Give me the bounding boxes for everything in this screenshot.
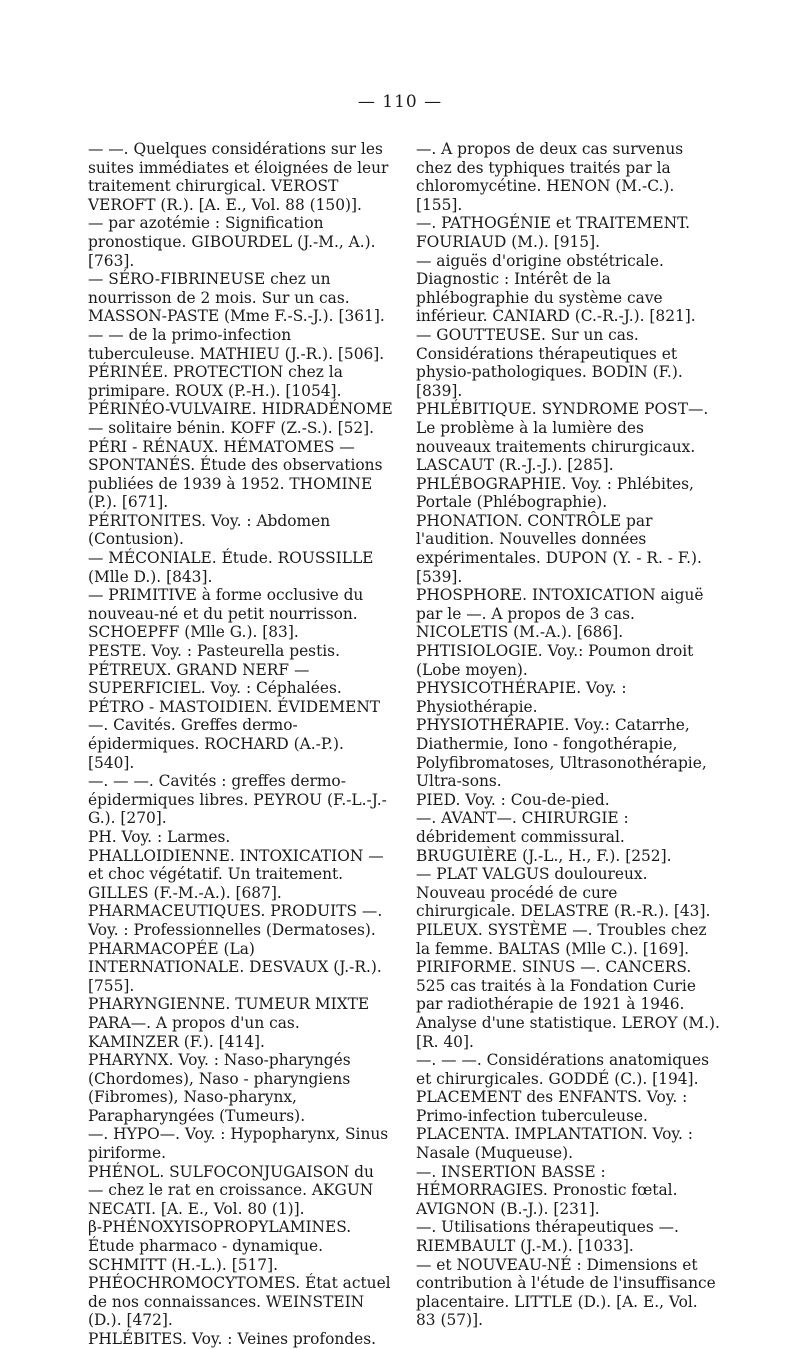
index-entry: PHÉNOL. SULFOCONJUGAISON du — chez le rat en croissance. AKGUN NECATI. [A. E., Vol. 80 (1)]. [88, 1162, 374, 1218]
index-entry: PÉRINÉE. PROTECTION chez la primipare. ROUX (P.-H.). [1054]. [88, 363, 343, 400]
index-entry: — et NOUVEAU-NÉ : Dimensions et contribution à l'étude de l'insuffisance placentaire. LITTLE (D.). [A. E., Vol. 83 (57)]. [416, 1255, 716, 1330]
index-entry: — —. Quelques considérations sur les suites immédiates et éloignées de leur traitement chirurgical. VEROST VEROFT (R.). [A. E., Vol. 88 (150)]. [88, 140, 389, 214]
index-entry: PÉTREUX. GRAND NERF — SUPERFICIEL. Voy. : Céphalées. [88, 660, 342, 698]
index-entry: PÉRITONITES. Voy. : Abdomen (Contusion). [88, 511, 331, 549]
left-column [88, 140, 393, 1349]
index-entry: —. — —. Considérations anatomiques et chirurgicales. GODDÉ (C.). [194]. [416, 1051, 709, 1088]
index-entry: — GOUTTEUSE. Sur un cas. Considérations thérapeutiques et physio-pathologiques. BODIN (F.). [839]. [416, 325, 683, 400]
index-entry: PIED. Voy. : Cou-de-pied. [416, 790, 610, 809]
right-column [416, 140, 721, 1330]
index-entry: PÉRINÉO-VULVAIRE. HIDRADÉNOME — solitaire bénin. KOFF (Z.-S.). [52]. [88, 400, 393, 437]
index-entry: —. INSERTION BASSE : HÉMORRAGIES. Pronostic fœtal. AVIGNON (B.-J.). [231]. [416, 1162, 678, 1218]
index-entry: PÉRI - RÉNAUX. HÉMATOMES — SPONTANÉS. Étude des observations publiées de 1939 à 1952. THOMINE (P.). [671]. [88, 437, 383, 512]
index-entry: PHLÉBOGRAPHIE. Voy. : Phlébites, Portale (Phlébographie). [416, 474, 694, 512]
index-entry: PHARMACOPÉE (La) INTERNATIONALE. DESVAUX (J.-R.).[755]. [88, 939, 382, 995]
index-entry: PLACENTA. IMPLANTATION. Voy. : Nasale (Muqueuse). [416, 1125, 693, 1163]
index-entry: —. Utilisations thérapeutiques —. RIEMBAULT (J.-M.). [1033]. [416, 1218, 679, 1256]
index-entry: — — de la primo-infection tuberculeuse. MATHIEU (J.-R.). [506]. [88, 325, 385, 363]
index-entry: PHARYNGIENNE. TUMEUR MIXTE PARA—. A propos d'un cas. KAMINZER (F.). [414]. [88, 995, 370, 1051]
index-entry: PHÉOCHROMOCYTOMES. État actuel de nos connaissances. WEINSTEIN (D.). [472]. [88, 1274, 391, 1330]
index-entry: —. — —. Cavités : greffes dermo-épidermiques libres. PEYROU (F.-L.-J.-G.). [270]. [88, 772, 387, 828]
index-entry: PHARYNX. Voy. : Naso-pharyngés (Chordomes), Naso - pharyngiens (Fibromes), Naso-pharynx, Parapharyngées (Tumeurs). [88, 1051, 351, 1125]
index-entry: PH. Voy. : Larmes. [88, 827, 231, 846]
index-entry: PHOSPHORE. INTOXICATION aiguë par le —. A propos de 3 cas. NICOLETIS (M.-A.). [686]. [416, 586, 704, 642]
index-entry: PHTISIOLOGIE. Voy.: Poumon droit (Lobe moyen). [416, 642, 694, 679]
index-entry: PHARMACEUTIQUES. PRODUITS —. Voy. : Professionnelles (Dermatoses). [88, 902, 383, 939]
index-entry: PÉTRO - MASTOIDIEN. ÉVIDEMENT —. Cavités. Greffes dermo-épidermiques. ROCHARD (A.-P.). [540]. [88, 697, 381, 772]
index-entry: —. PATHOGÉNIE et TRAITEMENT. FOURIAUD (M.). [915]. [416, 214, 690, 251]
index-entry: PLACEMENT des ENFANTS. Voy. : Primo-infection tuberculeuse. [416, 1088, 688, 1125]
index-entry: PHLÉBITIQUE. SYNDROME POST—. Le problème à la lumière des nouveaux traitements chirurgicaux. LASCAUT (R.-J.-J.). [285]. [416, 400, 709, 475]
index-entry: —. AVANT—. CHIRURGIE : débridement commissural. BRUGUIÈRE (J.-L., H., F.). [252]. [416, 809, 672, 865]
index-entry: β-PHÉNOXYISOPROPYLAMINES. Étude pharmaco - dynamique. SCHMITT (H.-L.). [517]. [88, 1218, 352, 1274]
index-entry: PHYSIOTHÉRAPIE. Voy.: Catarrhe, Diathermie, Iono - fongothérapie, Polyfibromatoses, Ultrasonothérapie, Ultra-sons. [416, 716, 707, 791]
index-entry: — SÉRO-FIBRINEUSE chez un nourrisson de 2 mois. Sur un cas. MASSON-PASTE (Mme F.-S.-J.). [361]. [88, 270, 385, 326]
index-entry: PHLÉBITES. Voy. : Veines profondes. [88, 1330, 377, 1348]
index-entry: — PLAT VALGUS douloureux. Nouveau procédé de cure chirurgicale. DELASTRE (R.-R.). [43]. [416, 865, 711, 921]
index-entry: PHYSICOTHÉRAPIE. Voy. : Physiothérapie. [416, 679, 627, 716]
index-entry: PESTE. Voy. : Pasteurella pestis. [88, 642, 340, 661]
page-number: — 110 — [357, 92, 443, 112]
index-entry: — aiguës d'origine obstétricale. Diagnostic : Intérêt de la phlébographie du système cave inférieur. CANIARD (C.-R.-J.). [821]. [416, 251, 696, 326]
index-entry: — par azotémie : Signification pronostique. GIBOURDEL (J.-M., A.). [763]. [88, 214, 376, 270]
index-entry: —. A propos de deux cas survenus chez des typhiques traités par la chloromycétine. HENON (M.-C.). [155]. [416, 140, 684, 214]
index-entry: — PRIMITIVE à forme occlusive du nouveau-né et du petit nourrisson. SCHOEPFF (Mlle G.). [83]. [88, 586, 364, 642]
index-entry: — MÉCONIALE. Étude. ROUSSILLE (Mlle D.). [843]. [88, 549, 374, 586]
index-entry: —. HYPO—. Voy. : Hypopharynx, Sinus piriforme. [88, 1125, 389, 1163]
index-entry: PILEUX. SYSTÈME —. Troubles chez la femme. BALTAS (Mlle C.). [169]. [416, 920, 707, 958]
index-entry: PHONATION. CONTRÔLE par l'audition. Nouvelles données expérimentales. DUPON (Y. - R. - F.). [539]. [416, 511, 702, 586]
index-entry: PIRIFORME. SINUS —. CANCERS. 525 cas traités à la Fondation Curie par radiothérapie de 1921 à 1946. Analyse d'une statistique. LEROY (M.). [R. 40]. [416, 958, 720, 1051]
index-entry: PHALLOIDIENNE. INTOXICATION — et choc végétatif. Un traitement. GILLES (F.-M.-A.). [687]. [88, 846, 384, 902]
